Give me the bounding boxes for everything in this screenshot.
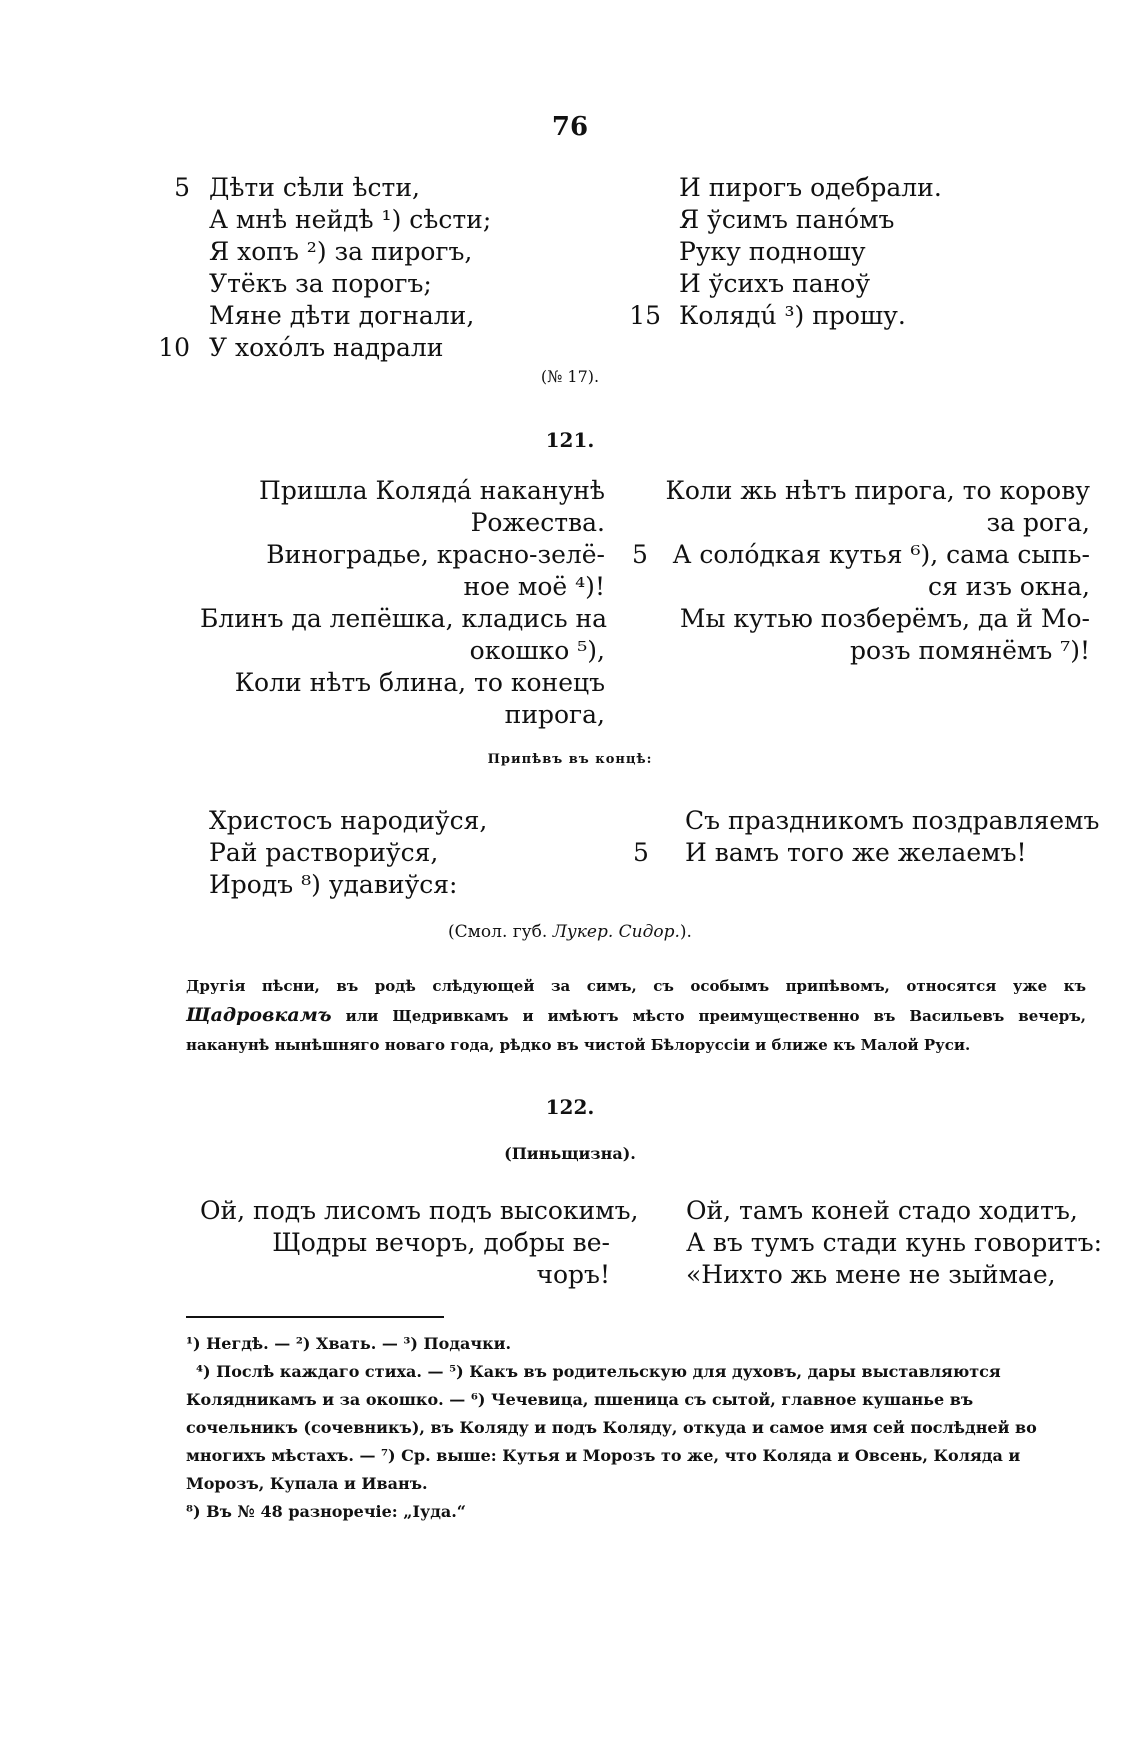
verse-line <box>160 236 560 268</box>
source-prefix: (Смол. губ. <box>448 922 553 942</box>
top-verse-right <box>625 172 1045 332</box>
verse-text: У хохóлъ надрали <box>209 333 444 362</box>
line-number: 5 <box>633 838 649 867</box>
verse-line: Коли жь нѣтъ пирога, то корову <box>665 476 1090 505</box>
verse-text: И вамъ того же желаемъ! <box>685 838 1027 867</box>
verse-line: Христосъ народиўся, <box>209 806 488 835</box>
verse-line: Рожества. <box>470 508 605 537</box>
verse-line: ся изъ окна, <box>927 572 1090 601</box>
line-number: 10 <box>158 333 190 362</box>
verse-line: за рога, <box>986 508 1090 537</box>
verse-line: Блинъ да лепёшка, кладись на <box>200 604 608 633</box>
verse-text: А солóдкая кутья ⁶), сама сыпь- <box>672 540 1090 569</box>
verse-line <box>160 268 560 300</box>
verse-line: ное моё ⁴)! <box>463 572 605 601</box>
verse-text: Дѣти сѣли ѣсти, <box>209 173 420 202</box>
verse-line <box>645 805 1105 837</box>
page-number: 76 <box>551 112 589 142</box>
verse-line: Пришла Колядá накaнунѣ <box>259 476 605 505</box>
verse-line: Виноградье, красно-зелё- <box>266 540 605 569</box>
verse-line: Щодры вечоръ, добры ве- <box>272 1228 610 1257</box>
song-number-122: 122. <box>545 1095 595 1119</box>
verse-text: И ўсихъ паноў <box>679 269 871 298</box>
verse-text: А мнѣ нейдѣ ¹) сѣсти; <box>209 205 492 234</box>
verse-line <box>625 204 1045 236</box>
verse-line <box>160 300 560 332</box>
top-verse-left <box>160 172 560 364</box>
footnotes <box>186 1330 1076 1526</box>
verse-line <box>632 539 1090 571</box>
verse-text: Я хопъ ²) за пирогъ, <box>209 237 473 266</box>
song-number-121: 121. <box>545 428 595 452</box>
verse-line <box>625 268 1045 300</box>
verse-line: окошко ⁵), <box>469 636 605 665</box>
verse-text: Руку подношу <box>679 237 866 266</box>
verse-text: Колядú ³) прошу. <box>679 301 906 330</box>
verse-line <box>625 236 1045 268</box>
verse-text: Я ўсимъ панóмъ <box>679 205 895 234</box>
verse-line: чоръ! <box>536 1260 610 1289</box>
verse-text: Съ праздникомъ поздравляемъ <box>685 806 1100 835</box>
prose-term: Щадровкамъ <box>186 1004 332 1026</box>
verse-line: Мы кутью позберёмъ, да й Мо- <box>679 604 1090 633</box>
verse-line: А въ тумъ стади кунь говоритъ: <box>686 1228 1103 1257</box>
verse-line <box>160 172 560 204</box>
footnote-divider <box>186 1316 444 1318</box>
song-122-subtitle: (Пиньщизна). <box>504 1144 636 1163</box>
verse-line: Ой, тамъ коней стадо ходитъ, <box>686 1196 1078 1225</box>
line-number: 15 <box>629 301 661 330</box>
verse-line: Рай раствориўся, <box>209 838 439 867</box>
refrain-left <box>209 805 609 901</box>
verse-text: Утёкъ за порогъ; <box>209 269 432 298</box>
song-121-right <box>632 475 1090 667</box>
footnote: ¹) Негдѣ. — ²) Хвать. — ³) Подачки. <box>186 1334 512 1353</box>
verse-line: Иродъ ⁸) удавиўся: <box>209 870 458 899</box>
verse-text: Мяне дѣти догнали, <box>209 301 475 330</box>
verse-line <box>625 172 1045 204</box>
verse-line <box>633 837 1105 869</box>
reference-17: (№ 17). <box>540 367 600 386</box>
footnote: ⁴) Послѣ каждаго стиха. — ⁵) Какъ въ родительскую для духовъ, дары выставляются Колядникамъ и за окошко. — ⁶) Чечевица, пшеница съ сытой, главное кушанье въ сочельникъ (сочевникъ), въ Коляду и подъ Коляду, откуда и самое имя сей послѣдней во многихъ мѣстахъ. — ⁷) Ср. выше: Кутья и Морозъ то же, что Коляда и Овсень, Коляда и Морозъ, Купала и Иванъ. <box>186 1362 1037 1493</box>
source-suffix: ). <box>679 922 692 942</box>
refrain-label: Припѣвъ въ концѣ: <box>487 752 653 767</box>
song-122-left <box>200 1195 639 1291</box>
verse-line <box>160 332 560 364</box>
verse-line <box>160 204 560 236</box>
refrain-right <box>633 805 1105 869</box>
verse-line: «Нихто жь мене не зыймае, <box>686 1260 1056 1289</box>
verse-text: И пирогъ одебрали. <box>679 173 942 202</box>
prose-paragraph <box>186 972 1086 1060</box>
line-number: 5 <box>174 173 190 202</box>
prose-text: или Щедривкамъ и имѣютъ мѣсто преимущественно въ Васильевъ вечеръ, наканунѣ нынѣшняго новаго года, рѣдко въ чистой Бѣлоруссіи и ближе къ Малой Руси. <box>186 1007 1086 1054</box>
song-121-left <box>200 475 608 731</box>
verse-line: Ой, подъ лисомъ подъ высокимъ, <box>200 1196 639 1225</box>
verse-line <box>625 300 1045 332</box>
source-note <box>0 922 1140 942</box>
verse-line: розъ помянёмъ ⁷)! <box>849 636 1090 665</box>
line-number: 5 <box>632 540 648 569</box>
prose-text: Другія пѣсни, въ родѣ слѣдующей за симъ, съ особымъ припѣвомъ, относятся уже къ <box>186 977 1086 995</box>
source-name: Лукер. Сидор. <box>552 922 680 942</box>
verse-line: Коли нѣтъ блина, то конецъ <box>234 668 605 697</box>
footnote: ⁸) Въ № 48 разноречіе: „Іуда.“ <box>186 1502 467 1521</box>
verse-line: пирога, <box>504 700 605 729</box>
song-122-right <box>686 1195 1106 1291</box>
